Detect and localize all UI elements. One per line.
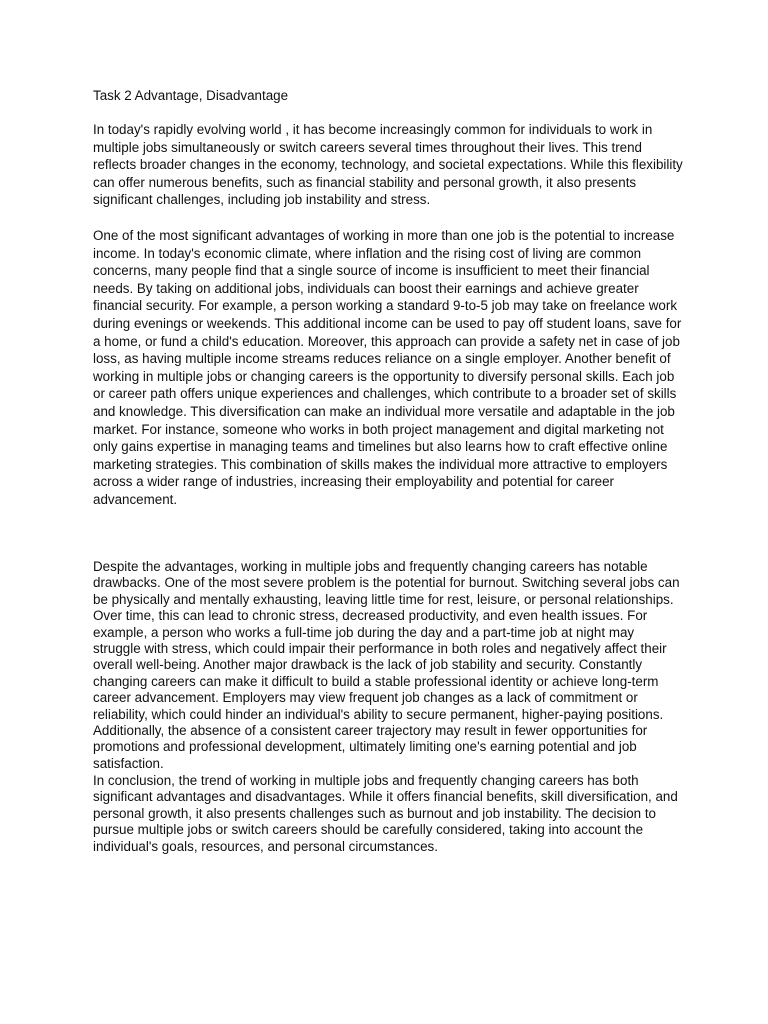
paragraph-advantages: One of the most significant advantages of working in more than one job is the potential to increase income. In today's economic climate, where inflation and the rising cost of living are common concerns, many people find that a single source of income is insufficient to meet their financial needs. By taking on additional jobs, individuals can boost their earnings and achieve greater financial security. For example, a person working a standard 9-to-5 job may take on freelance work during evenings or weekends. This additional income can be used to pay off student loans, save for a home, or fund a child's education. Moreover, this approach can provide a safety net in case of job loss, as having multiple income streams reduces reliance on a single employer. Another benefit of working in multiple jobs or changing careers is the opportunity to diversify personal skills. Each job or career path offers unique experiences and challenges, which contribute to a broader set of skills and knowledge. This diversification can make an individual more versatile and adaptable in the job market. For instance, someone who works in both project management and digital marketing not only gains expertise in managing teams and timelines but also learns how to craft effective online marketing strategies. This combination of skills makes the individual more attractive to employers across a wider range of industries, increasing their employability and potential for career advancement. <box>93 228 682 507</box>
paragraph-disadvantages: Despite the advantages, working in multiple jobs and frequently changing careers has notable drawbacks. One of the most severe problem is the potential for burnout. Switching several jobs can be physically and mentally exhausting, leaving little time for rest, leisure, or personal relationships. Over time, this can lead to chronic stress, decreased productivity, and even health issues. For example, a person who works a full-time job during the day and a part-time job at night may struggle with stress, which could impair their performance in both roles and negatively affect their overall well-being. Another major drawback is the lack of job stability and security. Constantly changing careers can make it difficult to build a stable professional identity or achieve long-term career advancement. Employers may view frequent job changes as a lack of commitment or reliability, which could hinder an individual's ability to secure permanent, higher-paying positions. Additionally, the absence of a consistent career trajectory may result in fewer opportunities for promotions and professional development, ultimately limiting one's earning potential and job satisfaction. <box>93 559 680 771</box>
paragraph-conclusion: In conclusion, the trend of working in multiple jobs and frequently changing careers has both significant advantages and disadvantages. While it offers financial benefits, skill diversification, and personal growth, it also presents challenges such as burnout and job instability. The decision to pursue multiple jobs or switch careers should be carefully considered, taking into account the individual's goals, resources, and personal circumstances. <box>93 773 678 854</box>
paragraph-introduction: In today's rapidly evolving world , it has become increasingly common for individuals to work in multiple jobs simultaneously or switch careers several times throughout their lives. This trend reflects broader changes in the economy, technology, and societal expectations. While this flexibility can offer numerous benefits, such as financial stability and personal growth, it also presents significant challenges, including job instability and stress. <box>93 122 683 208</box>
document-title: Task 2 Advantage, Disadvantage <box>93 88 289 103</box>
